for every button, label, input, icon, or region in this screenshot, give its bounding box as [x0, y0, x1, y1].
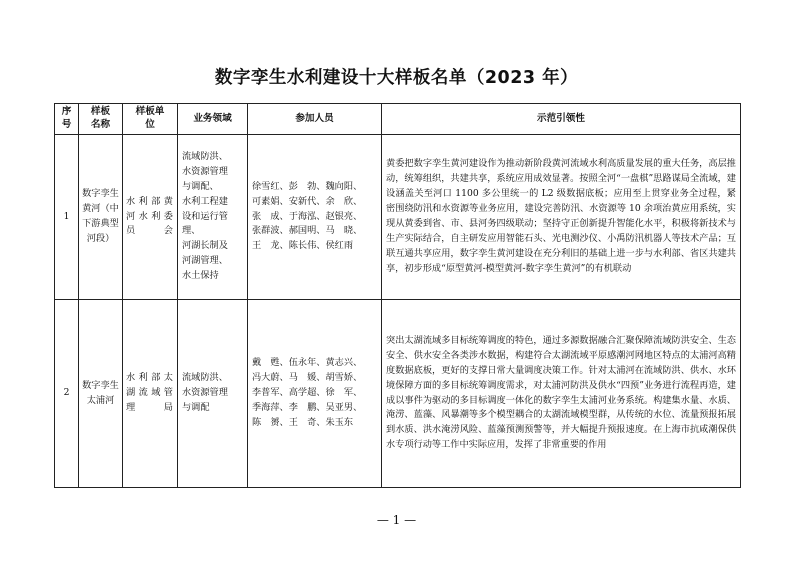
table-row	[55, 135, 741, 300]
row-people	[248, 300, 382, 488]
row-no: 2	[55, 300, 79, 488]
field-line: 河湖管理、	[182, 255, 228, 267]
people-line: 戴 甦、伍永年、黄志兴、	[252, 357, 363, 369]
field-line: 水资源管理	[182, 165, 228, 177]
table-header-row	[55, 104, 741, 135]
field-line: 水资源管理	[182, 387, 228, 399]
people-line: 冯大蔚、马 媛、胡雪娇、	[252, 372, 363, 384]
people-line: 李普军、高学超、徐 军、	[252, 387, 363, 399]
field-line: 流域防洪、	[182, 372, 228, 384]
row-name: 数字孪生黄河（中下游典型河段）	[79, 135, 123, 300]
header-people: 参加人员	[248, 104, 382, 135]
row-no: 1	[55, 135, 79, 300]
page-number: — 1 —	[376, 513, 417, 527]
document-title: 数字孪生水利建设十大样板名单（2023 年）	[214, 68, 579, 88]
field-line: 水土保持	[182, 270, 219, 282]
header-field: 业务领域	[178, 104, 248, 135]
field-line: 与调配、	[182, 180, 219, 192]
header-desc: 示范引领性	[382, 104, 741, 135]
row-unit: 水利部太湖流域管理局	[123, 300, 178, 488]
field-line: 流域防洪、	[182, 150, 228, 162]
people-line: 陈 赟、王 奇、朱玉东	[252, 416, 354, 428]
people-line: 徐雪红、彭 勃、魏向阳、	[252, 180, 363, 192]
people-line: 王 龙、陈长伟、侯红雨	[252, 240, 354, 252]
field-line: 水利工程建	[182, 195, 228, 207]
row-description: 黄委把数字孪生黄河建设作为推动新阶段黄河流域水利高质量发展的重大任务，高层推动，统筹组织，共建共享，系统应用成效显著。按照全河“一盘棋”思路谋局全流域，建设涵盖关至河口 1100 多公里统一的 L2 级数据底板；应用至上贯穿业务全过程，紧密围绕防汛和水资源等业务应用，建设完善防汛、水资源等 10 余项治黄应用系统，实现从黄委到省、市、县河务四级联动；坚持守正创新提升智能化水平，积极将新技术与生产实际结合，自主研发应用智能石头、光电测沙仪、小禹防汛机器人等技术产品；互联互通共享应用，数字孪生黄河建设在充分利旧的基础上进一步与水利部、省区共建共享，初步形成“原型黄河-模型黄河-数字孪生黄河”的有机联动	[382, 135, 741, 300]
header-name: 样板名称	[79, 104, 123, 135]
field-line: 理、	[182, 225, 201, 237]
header-no: 序号	[55, 104, 79, 135]
people-line: 可素娟、安新代、余 欣、	[252, 195, 363, 207]
header-unit: 样板单位	[123, 104, 178, 135]
people-line: 季海萍、李 鹏、吴亚男、	[252, 401, 363, 413]
row-name: 数字孪生太浦河	[79, 300, 123, 488]
people-line: 张 成、于海泓、赵银亮、	[252, 210, 363, 222]
row-field	[178, 300, 248, 488]
people-line: 张群波、郝国明、马 晓、	[252, 225, 363, 237]
field-line: 设和运行管	[182, 210, 228, 222]
row-people	[248, 135, 382, 300]
model-list-table	[54, 103, 741, 488]
table-row	[55, 300, 741, 488]
row-description: 突出太湖流域多目标统筹调度的特色，通过多源数据融合汇聚保障流域防洪安全、生态安全、供水安全各类涉水数据，构建符合太湖流域平原感潮河网地区特点的太浦河高精度数据底板，更好的支撑日常大量调度决策工作。针对太浦河在流域防洪、供水、水环境保障方面的多目标统筹调度需求，对太浦河防洪及供水“四预”业务进行流程再造，建成以事件为驱动的多目标调度一体化的数字孪生太浦河业务系统。构建集水量、水质、淹涝、蓝藻、风暴潮等多个模型耦合的太湖流域模型群，从传统的水位、流量预报拓展到水质、洪水淹涝风险、蓝藻预测预警等，并大幅提升预报速度。在上海市抗咸潮保供水专项行动等工作中实际应用，发挥了非常重要的作用	[382, 300, 741, 488]
field-line: 与调配	[182, 401, 210, 413]
row-field	[178, 135, 248, 300]
field-line: 河湖长制及	[182, 240, 228, 252]
row-unit: 水利部黄河水利委员会	[123, 135, 178, 300]
